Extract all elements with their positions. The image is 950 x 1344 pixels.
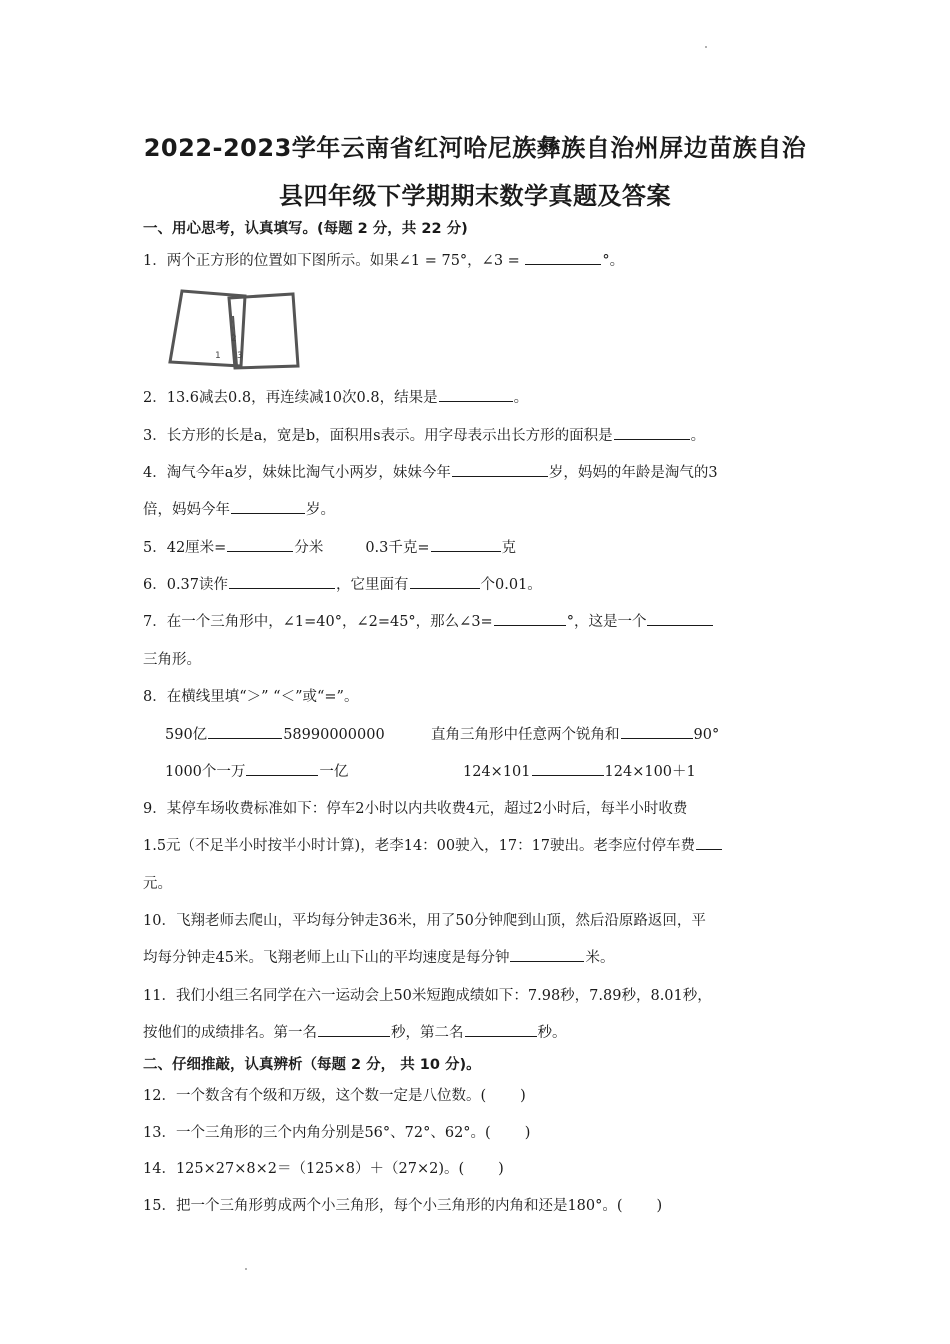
- q8-r2-left: 1000个一万: [165, 764, 246, 780]
- q8-r1-left: 590亿: [165, 727, 208, 743]
- q12-text: 12．一个数含有个级和万级，这个数一定是八位数。(: [143, 1088, 487, 1104]
- question-10-line2: [143, 946, 614, 967]
- q12-close-paren: ): [520, 1088, 526, 1104]
- q6-text-b: ，它里面有: [336, 577, 409, 593]
- q15-close-paren: ): [656, 1198, 663, 1214]
- q8-r1c-text: 直角三角形中任意两个锐角和: [431, 727, 620, 743]
- angle-2-label: 2: [231, 334, 237, 344]
- q2-text: 2．13.6减去0.8，再连续减10次0.8，结果是: [143, 390, 438, 406]
- q4-text-line2: 倍，妈妈今年: [143, 502, 230, 518]
- q6-text-a: 6．0.37读作: [143, 577, 229, 593]
- question-9-line2: [143, 834, 723, 855]
- q4-sister-age-blank[interactable]: [452, 461, 548, 477]
- q3-text: 3．长方形的长是a，宽是b，面积用s表示。用字母表示出长方形的面积是: [143, 428, 613, 444]
- section-2-heading: 二、仔细推敲，认真辨析（每题 2 分， 共 10 分)。: [143, 1057, 481, 1073]
- q9-text-line2: 1.5元（不足半小时按半小时计算)，老李14：00驶入，17：17驶出。老李应付停车费: [143, 838, 696, 854]
- angle-3-label: 3: [237, 351, 243, 361]
- question-4-line2: [143, 498, 335, 519]
- q1-text-end: °。: [602, 253, 625, 269]
- question-6: [143, 573, 542, 594]
- question-8-row1: [165, 723, 815, 743]
- q7-text-b: °，这是一个: [566, 614, 647, 630]
- q8-r2d-text: 124×100＋1: [604, 764, 696, 780]
- q15-text: 15．把一个三角形剪成两个小三角形，每个小三角形的内角和还是180°。(: [143, 1198, 623, 1214]
- q7-text-a: 7．在一个三角形中，∠1=40°，∠2=45°，那么∠3=: [143, 614, 493, 630]
- question-11-line1: 11．我们小组三名同学在六一运动会上50米短跑成绩如下：7.98秒，7.89秒，8.01秒，: [143, 988, 712, 1004]
- question-10-line1: 10．飞翔老师去爬山，平均每分钟走36米，用了50分钟爬到山顶，然后沿原路返回，平: [143, 913, 706, 929]
- two-squares-figure: [165, 286, 300, 371]
- q5-decimeter-blank[interactable]: [227, 536, 293, 552]
- q11-text-b: 秒，第二名: [391, 1025, 464, 1041]
- q8-r2a-blank[interactable]: [246, 760, 318, 776]
- angle-1-label: 1: [215, 351, 221, 361]
- q8-r1b-blank[interactable]: [621, 723, 693, 739]
- q6-count-blank[interactable]: [410, 573, 480, 589]
- q2-text-end: 。: [513, 390, 529, 406]
- q10-text-line2: 均每分钟走45米。飞翔老师上山下山的平均速度是每分钟: [143, 950, 510, 966]
- q10-text-line2-end: 米。: [585, 950, 615, 966]
- q13-text: 13．一个三角形的三个内角分别是56°、72°、62°。(: [143, 1125, 491, 1141]
- q10-speed-blank[interactable]: [510, 946, 584, 962]
- question-9-line1: 9．某停车场收费标准如下：停车2小时以内共收费4元，超过2小时后，每半小时收费: [143, 801, 688, 817]
- q13-close-paren: ): [524, 1125, 531, 1141]
- question-1: [143, 249, 624, 270]
- question-14: [143, 1157, 504, 1178]
- question-4-line1: [143, 461, 718, 482]
- question-7-line1: [143, 610, 714, 631]
- question-3: [143, 424, 705, 445]
- q7-angle-blank[interactable]: [494, 610, 566, 626]
- q6-read-as-blank[interactable]: [229, 573, 335, 589]
- q5-text-d: 克: [501, 540, 517, 556]
- q4-mother-age-blank[interactable]: [231, 498, 305, 514]
- q6-text-c: 个0.01。: [480, 577, 542, 593]
- q14-close-paren: ): [498, 1161, 504, 1177]
- q3-text-end: 。: [690, 428, 706, 444]
- q2-answer-blank[interactable]: [439, 386, 513, 402]
- q1-text: 1．两个正方形的位置如下图所示。如果∠1 = 75°，∠3 =: [143, 253, 525, 269]
- q4-text-mid: 岁，妈妈的年龄是淘气的3: [548, 465, 718, 481]
- q8-r1a-blank[interactable]: [208, 723, 282, 739]
- q8-r1-right: 58990000000: [283, 727, 385, 743]
- question-5: [143, 536, 516, 557]
- q8-r1d-text: 90°: [693, 727, 720, 743]
- q11-text-c: 秒。: [537, 1025, 567, 1041]
- q1-answer-blank[interactable]: [525, 249, 601, 265]
- q8-r2b-blank[interactable]: [532, 760, 604, 776]
- question-11-line2: [143, 1021, 567, 1042]
- q4-text: 4．淘气今年a岁，妹妹比淘气小两岁，妹妹今年: [143, 465, 451, 481]
- q7-triangle-type-blank[interactable]: [647, 610, 713, 626]
- question-7-line2: 三角形。: [143, 652, 201, 668]
- q5-gram-blank[interactable]: [431, 536, 501, 552]
- q8-r2-right: 一亿: [319, 764, 349, 780]
- document-title-line2: 县四年级下学期期末数学真题及答案: [279, 182, 671, 210]
- question-13: [143, 1121, 530, 1142]
- document-title-line1: 2022-2023学年云南省红河哈尼族彝族自治州屏边苗族自治: [143, 134, 807, 162]
- question-12: [143, 1084, 526, 1105]
- question-15: [143, 1194, 662, 1215]
- q11-second-place-blank[interactable]: [465, 1021, 537, 1037]
- question-9-line3: 元。: [143, 876, 172, 892]
- q11-text-a: 按他们的成绩排名。第一名: [143, 1025, 317, 1041]
- q14-text: 14．125×27×8×2＝（125×8）＋（27×2)。(: [143, 1161, 465, 1177]
- q5-text-a: 5．42厘米=: [143, 540, 227, 556]
- q9-fee-blank[interactable]: [696, 834, 722, 850]
- scan-dot-bottom: [245, 1268, 247, 1270]
- question-8-row2: [165, 760, 815, 780]
- section-1-heading: 一、用心思考，认真填写。(每题 2 分，共 22 分): [143, 221, 468, 237]
- q8-r2c-text: 124×101: [463, 764, 531, 780]
- q3-answer-blank[interactable]: [614, 424, 690, 440]
- question-2: [143, 386, 528, 407]
- q5-text-b: 分米: [294, 540, 324, 556]
- question-8: 8．在横线里填“＞” “＜”或“=”。: [143, 689, 359, 705]
- scan-dot-top: [705, 46, 707, 48]
- q11-first-place-blank[interactable]: [318, 1021, 390, 1037]
- q5-text-c: 0.3千克=: [365, 540, 430, 556]
- q4-text-line2-end: 岁。: [306, 502, 335, 518]
